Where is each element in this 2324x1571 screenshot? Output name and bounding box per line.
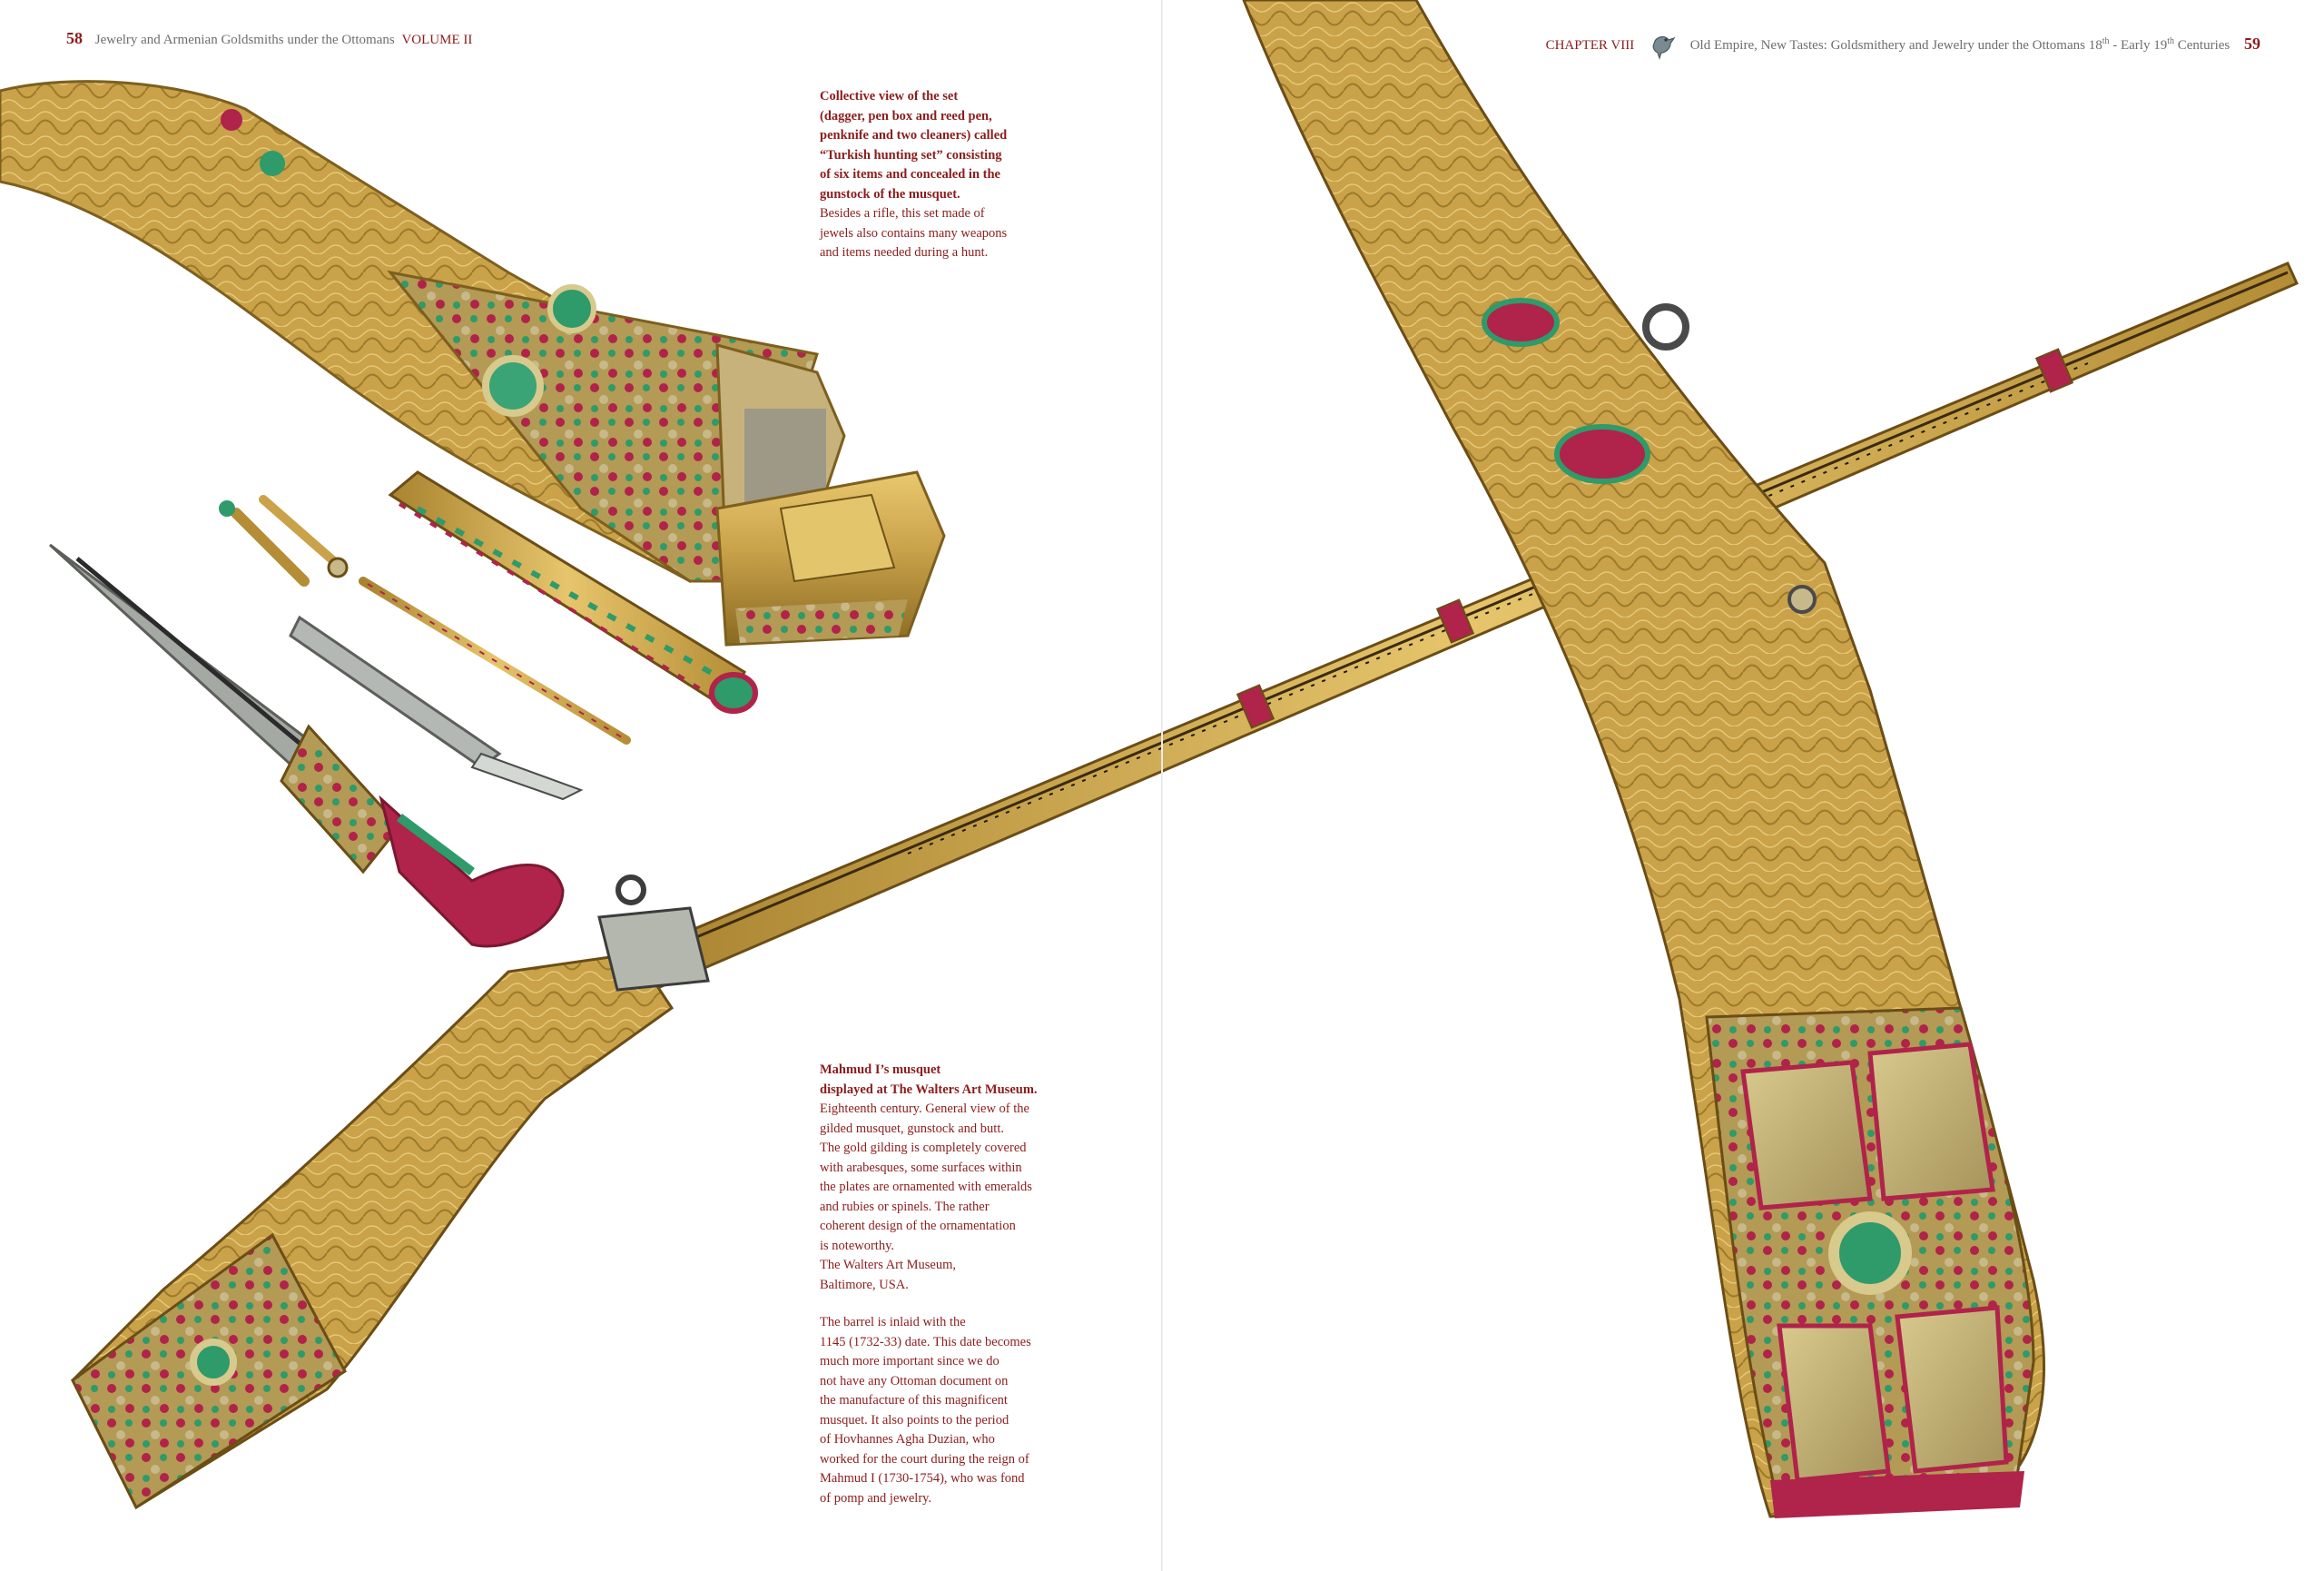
caption-hunting-set xyxy=(820,87,1033,263)
ordinal-suffix: th xyxy=(2102,36,2110,46)
caption-line: gilded musquet, gunstock and butt. xyxy=(820,1121,1004,1136)
right-running-header xyxy=(1546,29,2260,60)
caption-line: of pomp and jewelry. xyxy=(820,1490,932,1506)
chapter-title-part: Centuries xyxy=(2174,38,2230,53)
gunstock-crossing xyxy=(1244,0,2044,1518)
caption-musket xyxy=(820,1061,1042,1295)
ordinal-suffix: th xyxy=(2167,36,2174,46)
chapter-label: CHAPTER VIII xyxy=(1545,38,1635,53)
caption-line: with arabesques, some surfaces within xyxy=(820,1160,1022,1175)
caption-line: The gold gilding is completely covered xyxy=(820,1141,1027,1155)
caption-line: of six items and concealed in the xyxy=(820,167,1000,182)
caption-line: 1145 (1732-33) date. This date becomes xyxy=(820,1334,1031,1349)
chapter-title-part: Old Empire, New Tastes: Goldsmithery and Jewelry under the Ottomans 18 xyxy=(1689,38,2102,53)
caption-line: Eighteenth century. General view of the xyxy=(820,1102,1029,1116)
caption-line: Baltimore, USA. xyxy=(820,1277,909,1292)
caption-line: not have any Ottoman document on xyxy=(820,1373,1009,1388)
caption-line: Mahmud I (1730-1754), who was fond xyxy=(820,1471,1025,1486)
caption-line: worked for the court during the reign of xyxy=(820,1451,1029,1467)
bird-ornament-icon xyxy=(1647,29,1678,60)
chapter-title xyxy=(1690,38,2230,53)
caption-line: (dagger, pen box and reed pen, xyxy=(820,108,992,124)
right-page-number: 59 xyxy=(2244,35,2260,53)
caption-line: gunstock of the musquet. xyxy=(820,186,960,202)
caption-line: displayed at The Walters Art Museum. xyxy=(820,1082,1038,1097)
caption-musket-title xyxy=(820,1061,1042,1100)
caption-line: the plates are ornamented with emeralds xyxy=(820,1180,1032,1194)
caption-line: musquet. It also points to the period xyxy=(820,1412,1009,1428)
chapter-title-part: - Early 19 xyxy=(2109,38,2168,53)
caption-hunting-set-title xyxy=(820,87,1033,204)
caption-date-inscription xyxy=(820,1313,1042,1508)
left-running-header xyxy=(66,29,472,48)
caption-line: Collective view of the set xyxy=(820,89,959,104)
caption-line: Mahmud I’s musquet xyxy=(820,1062,941,1077)
caption-line: jewels also contains many weapons xyxy=(820,225,1008,241)
book-title: Jewelry and Armenian Goldsmiths under the Ottomans xyxy=(94,33,395,47)
caption-line: penknife and two cleaners) called xyxy=(820,128,1008,143)
caption-line: and rubies or spinels. The rather xyxy=(820,1199,990,1214)
caption-line: of Hovhannes Agha Duzian, who xyxy=(820,1432,995,1447)
caption-line: is noteworthy. xyxy=(820,1238,895,1253)
caption-line: and items needed during a hunt. xyxy=(820,245,989,260)
caption-line: “Turkish hunting set” consisting xyxy=(820,147,1002,163)
caption-line: Besides a rifle, this set made of xyxy=(820,206,985,221)
left-page-number: 58 xyxy=(66,29,83,47)
caption-line: the manufacture of this magnificent xyxy=(820,1393,1008,1408)
volume-label: VOLUME II xyxy=(401,33,473,47)
book-gutter xyxy=(1161,0,1163,1571)
caption-line: The Walters Art Museum, xyxy=(820,1258,956,1272)
caption-line: The barrel is inlaid with the xyxy=(820,1315,966,1329)
caption-line: coherent design of the ornamentation xyxy=(820,1219,1016,1233)
caption-line: much more important since we do xyxy=(820,1354,1000,1368)
